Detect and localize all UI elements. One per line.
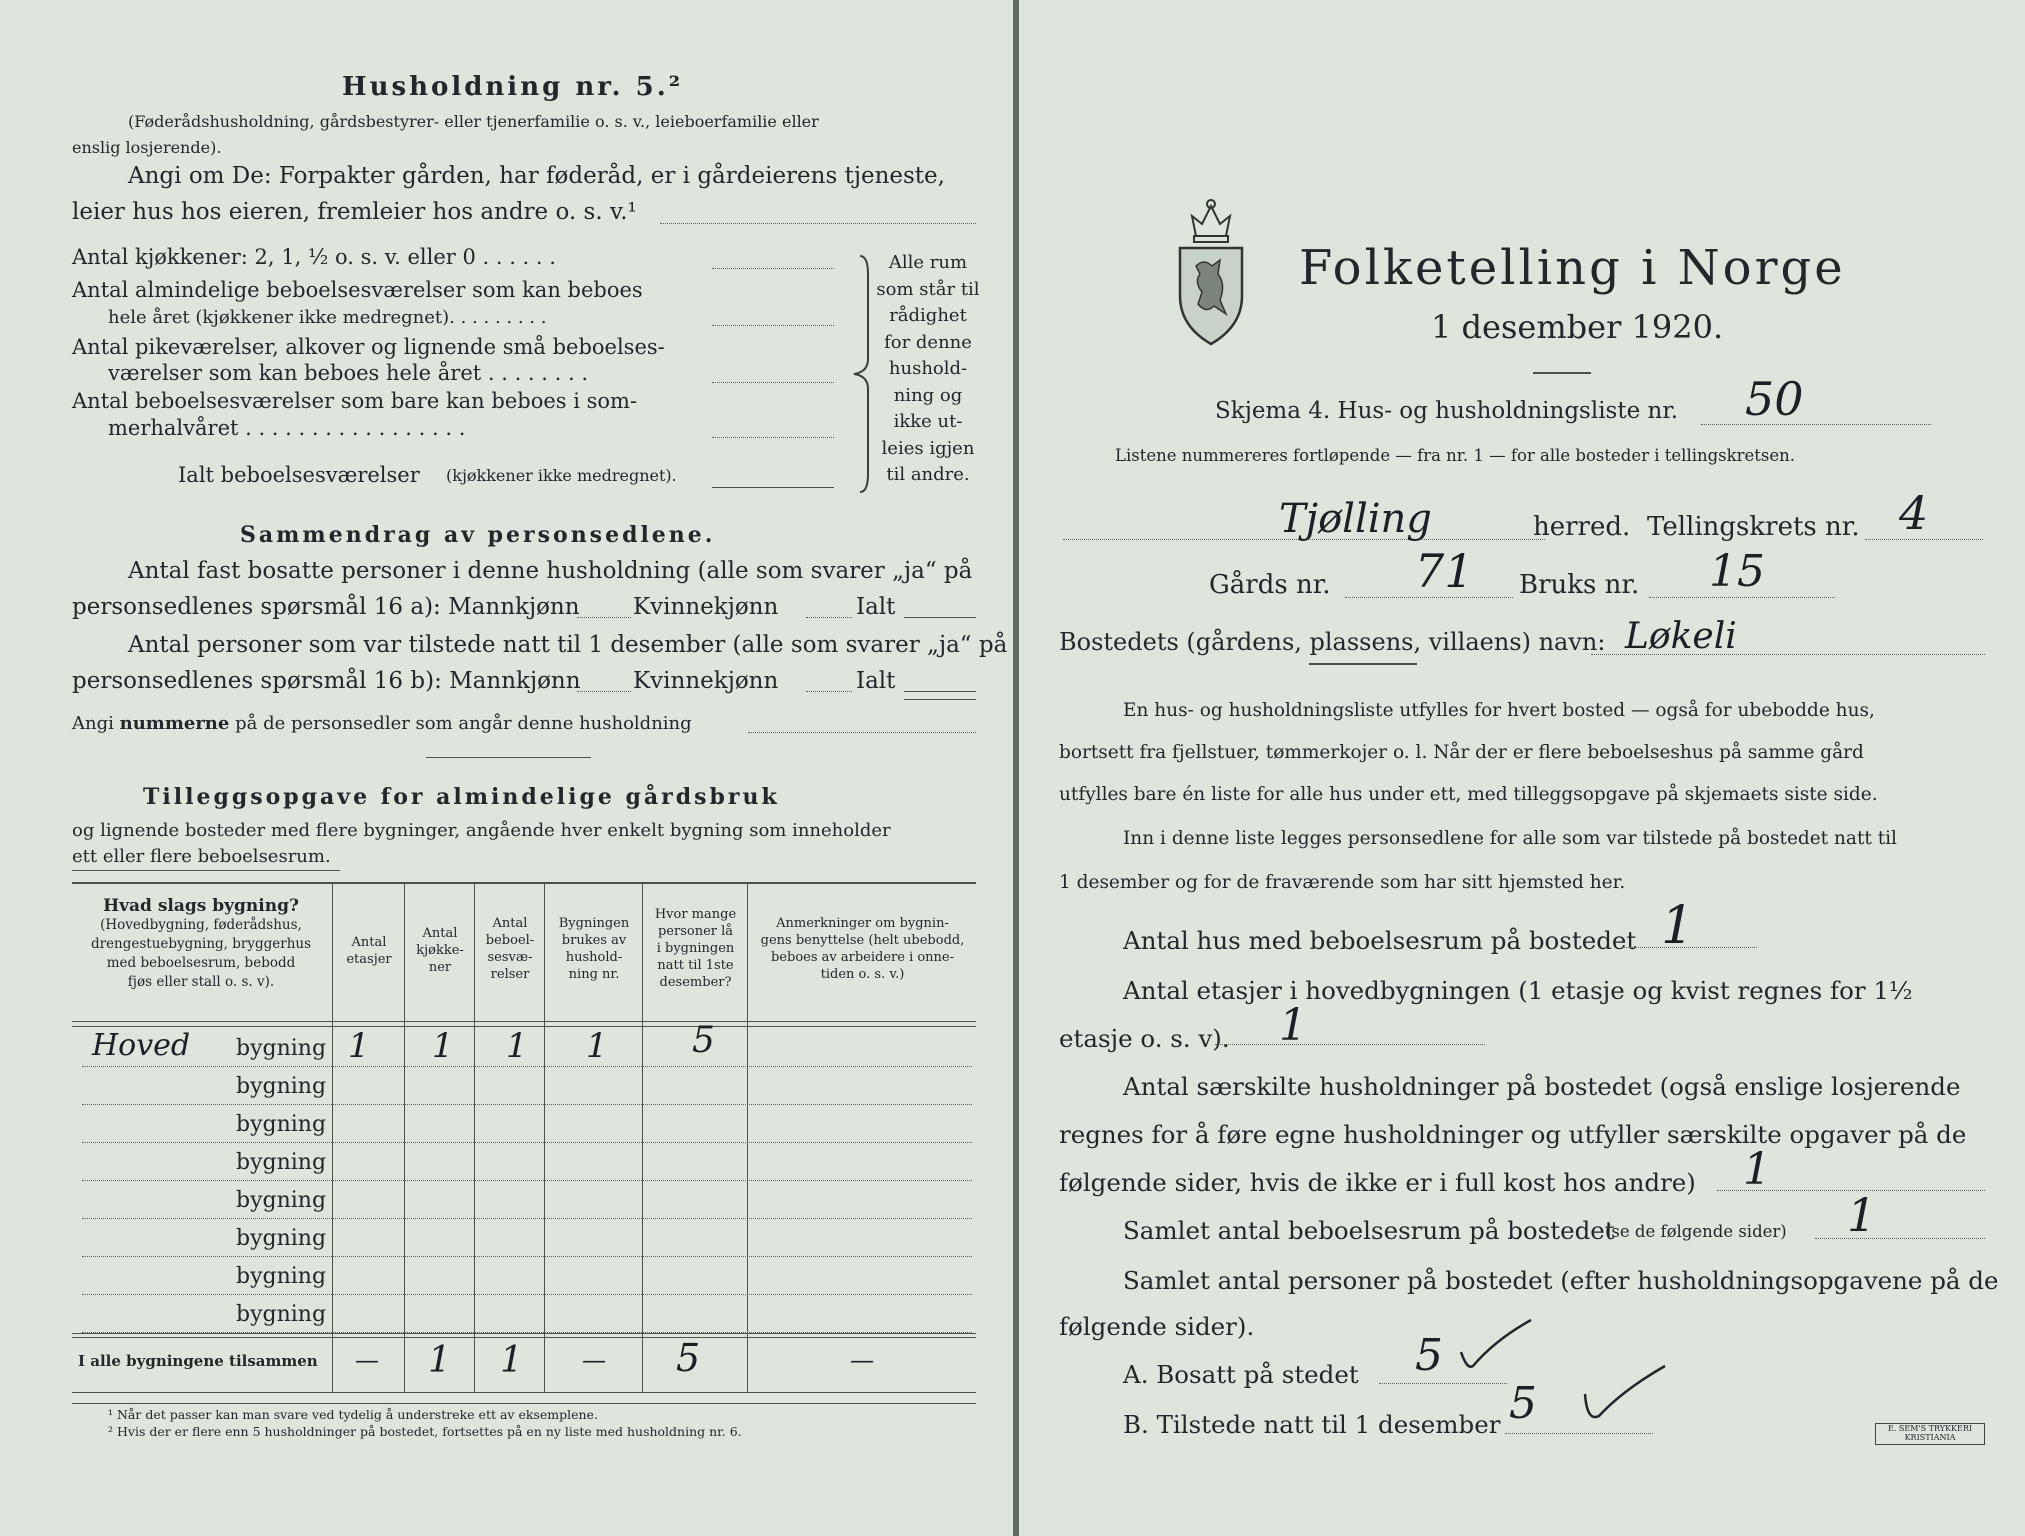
printer-stamp	[1875, 1423, 1985, 1445]
coat-of-arms-icon	[1174, 196, 1248, 348]
instruction-2: bortsett fra fjellstuer, tømmerkojer o. l. Når der er flere beboelseshus på samme gård	[1059, 742, 1864, 763]
hw-total-personer: 5	[676, 1336, 701, 1380]
tillegg-line-2: ett eller flere beboelsesrum.	[72, 846, 331, 867]
q-beboelsesrum-note: (se de følgende sider)	[1605, 1222, 1787, 1241]
sammendrag-title: Sammendrag av personsedlene.	[240, 522, 716, 548]
q-hus: Antal hus med beboelsesrum på bostedet	[1123, 926, 1637, 955]
census-title: Folketelling i Norge	[1299, 240, 1846, 296]
hw-tilstede: 5	[1509, 1378, 1537, 1429]
side-note	[873, 250, 983, 489]
brace-icon	[846, 254, 876, 494]
rooms-line-5: værelser som kan beboes hele året . . . . . . . .	[108, 361, 588, 385]
side-note-line: for denne	[884, 331, 972, 353]
bygning-label: bygning	[236, 1226, 327, 1251]
q-personer-1: Samlet antal personer på bostedet (efter husholdningsopgavene på de	[1123, 1266, 1999, 1295]
sammendrag-line-3: Antal personer som var tilstede natt til 1 desember (alle som svarer „ja“ på	[128, 632, 1008, 658]
hw-list-number: 50	[1745, 372, 1804, 426]
bosted-label: Bostedets (gårdens, plassens, villaens) navn:	[1059, 628, 1606, 656]
instruction-5: 1 desember og for de fraværende som har sitt hjemsted her.	[1059, 872, 1626, 893]
rooms-line-2: Antal almindelige beboelsesværelser som kan beboes	[72, 278, 643, 302]
col-header-line: Bygningen	[558, 916, 630, 931]
skjema-label: Skjema 4. Hus- og husholdningsliste nr.	[1215, 398, 1679, 424]
side-note-line: som står til	[876, 278, 980, 300]
footnote-1: ¹ Når det passer kan man svare ved tydelig å understreke ett av eksemplene.	[108, 1407, 598, 1422]
q-etasjer-2: etasje o. s. v).	[1059, 1024, 1230, 1053]
col-header-line: Antal	[351, 935, 387, 950]
col-header-line: ner	[428, 960, 452, 975]
household-subtitle-2: enslig losjerende).	[72, 138, 222, 157]
hw-total-anmerkninger: —	[850, 1346, 874, 1374]
kvinnekjonn-label-2: Kvinnekjønn	[633, 668, 779, 694]
hw-gards: 71	[1415, 544, 1474, 598]
q-etasjer-1: Antal etasjer i hovedbygningen (1 etasje og kvist regnes for 1½	[1123, 976, 1913, 1005]
census-date: 1 desember 1920.	[1431, 308, 1724, 346]
gards-label: Gårds nr.	[1209, 570, 1331, 600]
check-mark-icon	[1455, 1318, 1535, 1378]
col-header-line: sesvæ-	[487, 950, 533, 965]
col-header-line: ning nr.	[568, 967, 620, 982]
hw-etasjer: 1	[348, 1026, 370, 1066]
col-header-line: hushold-	[565, 950, 623, 965]
col-header-line: Antal	[492, 916, 528, 931]
col-header-line: Antal	[422, 926, 458, 941]
col-header-kjokkener	[406, 925, 474, 976]
hw-total-etasjer: —	[355, 1346, 379, 1374]
listene-note: Listene nummereres fortløpende — fra nr. 1 — for alle bosteder i tellingskretsen.	[1115, 446, 1796, 465]
col-header-line: Anmerkninger om bygnin-	[776, 916, 949, 931]
q-beboelsesrum: Samlet antal beboelsesrum på bostedet	[1123, 1216, 1615, 1245]
hw-building-type: Hoved	[92, 1028, 191, 1063]
hw-tellingskrets: 4	[1899, 486, 1929, 540]
sammendrag-line-1: Antal fast bosatte personer i denne husholdning (alle som svarer „ja“ på	[128, 558, 973, 584]
col-header-line: beboel-	[485, 933, 535, 948]
ialt-rooms-note: (kjøkkener ikke medregnet).	[446, 466, 677, 485]
side-note-line: Alle rum	[888, 252, 968, 273]
hw-bruks: 15	[1709, 546, 1765, 597]
col-header-line: fjøs eller stall o. s. v).	[127, 974, 275, 990]
col-header-line: gens benyttelse (helt ubebodd,	[760, 933, 965, 948]
q-husholdninger-2: regnes for å føre egne husholdninger og utfyller særskilte opgaver på de	[1059, 1120, 1967, 1149]
household-subtitle-1: (Føderådshusholdning, gårdsbestyrer- eller tjenerfamilie o. s. v., leieboerfamilie eller	[128, 112, 819, 131]
col-header-anmerkninger	[749, 915, 976, 983]
col-header-line: beboes av arbeidere i onne-	[770, 950, 955, 965]
rooms-line-7: merhalvåret . . . . . . . . . . . . . . . . .	[108, 416, 466, 440]
col-header-line: tiden o. s. v.)	[820, 967, 905, 982]
household-title: Husholdning nr. 5.²	[342, 72, 684, 102]
angi-nummerne-bold: nummerne	[119, 713, 230, 734]
angi-line-2: leier hus hos eieren, fremleier hos andre o. s. v.¹	[72, 199, 637, 225]
hw-hus: 1	[1661, 896, 1695, 956]
q-husholdninger-3: følgende sider, hvis de ikke er i full kost hos andre)	[1059, 1168, 1696, 1197]
rooms-line-1: Antal kjøkkener: 2, 1, ½ o. s. v. eller 0 . . . . . .	[72, 245, 556, 269]
angi-nummerne	[72, 713, 692, 734]
side-note-line: hushold-	[888, 358, 968, 379]
footnote-2: ² Hvis der er flere enn 5 husholdninger på bostedet, fortsettes på en ny liste med husholdning nr. 6.	[108, 1424, 742, 1439]
hw-husholdning: 1	[586, 1026, 608, 1066]
col-header-line: Hvor mange	[654, 907, 737, 922]
side-note-line: ning og	[893, 384, 963, 406]
hw-bosatt: 5	[1415, 1330, 1443, 1381]
bygning-label: bygning	[236, 1264, 327, 1289]
col-header-line: desember?	[659, 975, 732, 990]
hw-beboelsesrum: 1	[1847, 1188, 1877, 1242]
bruks-label: Bruks nr.	[1519, 570, 1640, 600]
col-header-vaerelser	[476, 915, 544, 983]
tellingskrets-label: Tellingskrets nr.	[1647, 512, 1860, 542]
col-header-line: kjøkke-	[416, 943, 464, 958]
hw-husholdninger: 1	[1743, 1144, 1771, 1195]
col-header-line: (Hovedbygning, føderådshus,	[100, 917, 302, 933]
stamp-line: E. SEM'S TRYKKERI	[1887, 1424, 1973, 1433]
q-personer-2: følgende sider).	[1059, 1312, 1255, 1341]
angi-nummerne-suffix: på de personsedler som angår denne husholdning	[235, 713, 692, 734]
ialt-label-2: Ialt	[856, 668, 896, 694]
angi-nummerne-prefix: Angi	[72, 713, 114, 734]
hw-bosted: Løkeli	[1625, 616, 1737, 657]
rooms-line-3: hele året (kjøkkener ikke medregnet). . . . . . . . .	[108, 307, 547, 328]
side-note-line: rådighet	[889, 305, 967, 326]
total-label: I alle bygningene tilsammen	[78, 1352, 318, 1370]
col-header-personer	[644, 906, 747, 991]
tillegg-line-1: og lignende bosteder med flere bygninger, angående hver enkelt bygning som inneholder	[72, 820, 891, 841]
instruction-4: Inn i denne liste legges personsedlene for alle som var tilstede på bostedet natt til	[1123, 828, 1897, 849]
col-header-type	[72, 897, 330, 992]
rooms-line-6: Antal beboelsesværelser som bare kan beboes i som-	[72, 389, 638, 413]
q-husholdninger-1: Antal særskilte husholdninger på bostedet (også enslige losjerende	[1123, 1072, 1961, 1101]
col-header-line: Hvad slags bygning?	[103, 896, 299, 916]
q-tilstede: B. Tilstede natt til 1 desember	[1123, 1410, 1501, 1439]
bygning-label: bygning	[236, 1074, 327, 1099]
hw-herred: Tjølling	[1279, 496, 1432, 542]
herred-label: herred.	[1533, 512, 1631, 542]
rooms-line-4: Antal pikeværelser, alkover og lignende små beboelses-	[72, 335, 665, 359]
col-header-line: personer lå	[657, 924, 734, 939]
hw-vaerelser: 1	[506, 1026, 528, 1066]
instruction-1: En hus- og husholdningsliste utfylles for hvert bosted — også for ubebodde hus,	[1123, 700, 1875, 721]
check-mark-icon	[1579, 1364, 1669, 1428]
bygning-label: bygning	[236, 1112, 327, 1137]
bygning-label: bygning	[236, 1302, 327, 1327]
col-header-husholdning	[546, 915, 642, 983]
bygning-label: bygning	[236, 1036, 327, 1061]
right-page	[1019, 0, 2025, 1536]
hw-total-kjokkener: 1	[428, 1340, 451, 1381]
side-note-line: ikke ut-	[893, 411, 963, 432]
hw-personer: 5	[692, 1020, 715, 1061]
col-header-line: natt til 1ste	[657, 958, 734, 973]
stamp-line: KRISTIANIA	[1904, 1433, 1956, 1442]
angi-line-1: Angi om De: Forpakter gården, har føderåd, er i gårdeierens tjeneste,	[128, 163, 945, 189]
sammendrag-line-4: personsedlenes spørsmål 16 b): Mannkjønn	[72, 668, 581, 694]
tillegg-title: Tilleggsopgave for almindelige gårdsbruk	[143, 784, 780, 810]
bygning-label: bygning	[236, 1150, 327, 1175]
ialt-label-1: Ialt	[856, 594, 896, 620]
bygning-label: bygning	[236, 1188, 327, 1213]
ialt-rooms-label: Ialt beboelsesværelser	[178, 463, 420, 487]
hw-total-vaerelser: 1	[500, 1340, 523, 1381]
instruction-3: utfylles bare én liste for alle hus under ett, med tilleggsopgave på skjemaets siste side.	[1059, 784, 1878, 805]
col-header-line: etasjer	[346, 952, 392, 967]
kvinnekjonn-label-1: Kvinnekjønn	[633, 594, 779, 620]
side-note-line: leies igjen	[881, 437, 975, 459]
hw-kjokkener: 1	[432, 1026, 454, 1066]
col-header-line: drengestuebygning, bryggerhus	[90, 936, 312, 952]
hw-etasjer-main: 1	[1279, 1000, 1307, 1051]
col-header-line: relser	[490, 967, 530, 982]
side-note-line: til andre.	[886, 464, 970, 485]
col-header-line: i bygningen	[656, 941, 735, 956]
col-header-line: brukes av	[561, 933, 627, 948]
hw-total-husholdning: —	[582, 1346, 606, 1374]
sammendrag-line-2: personsedlenes spørsmål 16 a): Mannkjønn	[72, 594, 580, 620]
col-header-etasjer	[334, 934, 404, 968]
q-bosatt: A. Bosatt på stedet	[1123, 1360, 1359, 1389]
col-header-line: med beboelsesrum, bebodd	[106, 955, 296, 971]
